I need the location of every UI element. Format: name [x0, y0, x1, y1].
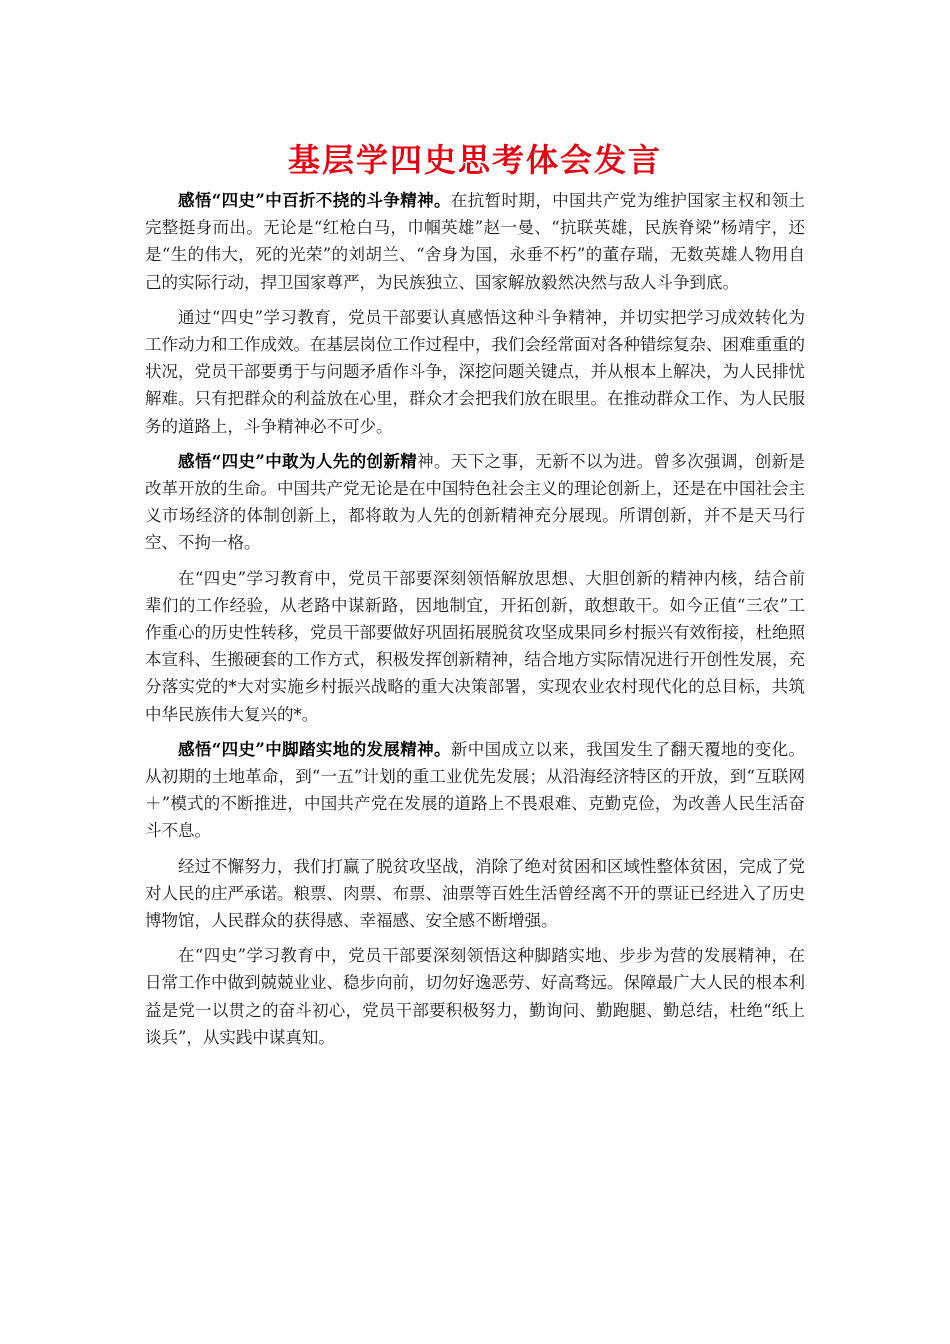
paragraph	[145, 565, 805, 728]
paragraph	[145, 942, 805, 1051]
paragraph	[145, 304, 805, 440]
document-title: 基层学四史思考体会发言	[287, 141, 662, 179]
paragraph-text: 在“四史”学习教育中，党员干部要深刻领悟这种脚踏实地、步步为营的发展精神，在日常工作中做到兢兢业业、稳步向前，切勿好逸恶劳、好高骛远。保障最广大人民的根本利益是党一以贯之的奋斗初心，党员干部要积极努力，勤询问、勤跑腿、勤总结，杜绝“纸上谈兵”，从实践中谋真知。	[145, 946, 805, 1047]
document-body	[145, 187, 805, 1059]
paragraph-lead: 感悟“四史”中脚踏实地的发展精神。	[178, 739, 451, 759]
paragraph-text: 在“四史”学习教育中，党员干部要深刻领悟解放思想、大胆创新的精神内核，结合前辈们的工作经验，从老路中谋新路，因地制宜，开拓创新，敢想敢干。如今正值“三农”工作重心的历史性转移，党员干部要做好巩固拓展脱贫攻坚成果同乡村振兴有效衔接，杜绝照本宣科、生搬硬套的工作方式，积极发挥创新精神，结合地方实际情况进行开创性发展，充分落实党的*大对实施乡村振兴战略的重大决策部署，实现农业农村现代化的总目标，共筑中华民族伟大复兴的*。	[145, 568, 805, 724]
paragraph-text: 新中国成立以来，我国发生了翻天覆地的变化。从初期的土地革命，到“一五”计划的重工业优先发展；从沿海经济特区的开放，到“互联网＋”模式的不断推进，中国共产党在发展的道路上不畏艰难、克勤克俭，为改善人民生活奋斗不息。	[145, 739, 805, 841]
paragraph-text: 经过不懈努力，我们打赢了脱贫攻坚战，消除了绝对贫困和区域性整体贫困，完成了党对人民的庄严承诺。粮票、肉票、布票、油票等百姓生活曾经离不开的票证已经进入了历史博物馆，人民群众的获得感、幸福感、安全感不断增强。	[145, 856, 805, 931]
paragraph-text: 通过“四史”学习教育，党员干部要认真感悟这种斗争精神，并切实把学习成效转化为工作动力和工作成效。在基层岗位工作过程中，我们会经常面对各种错综复杂、困难重重的状况，党员干部要勇于与问题矛盾作斗争，深挖问题关键点，并从根本上解决，为人民排忧解难。只有把群众的利益放在心里，群众才会把我们放在眼里。在推动群众工作、为人民服务的道路上，斗争精神必不可少。	[145, 307, 805, 436]
paragraph-lead: 感悟“四史”中敢为人先的创新精	[178, 451, 418, 471]
paragraph	[145, 448, 805, 557]
paragraph	[145, 187, 805, 296]
paragraph-lead: 感悟“四史”中百折不挠的斗争精神。	[178, 191, 451, 210]
paragraph-text: 在抗暂时期，中国共产党为维护国家主权和领土完整挺身而出。无论是“红枪白马，巾帼英雄”赵一曼、“抗联英雄，民族脊梁”杨靖宇，还是“生的伟大，死的光荣”的刘胡兰、“舍身为国，永垂不朽”的董存瑞，无数英雄人物用自己的实际行动，捍卫国家尊严，为民族独立、国家解放毅然决然与敌人斗争到底。	[145, 191, 805, 292]
paragraph	[145, 853, 805, 935]
paragraph	[145, 736, 805, 845]
paragraph-text: 神。天下之事，无新不以为进。曾多次强调，创新是改革开放的生命。中国共产党无论是在中国特色社会主义的理论创新上，还是在中国社会主义市场经济的体制创新上，都将敢为人先的创新精神充分展现。所谓创新，并不是天马行空、不拘一格。	[145, 451, 806, 553]
